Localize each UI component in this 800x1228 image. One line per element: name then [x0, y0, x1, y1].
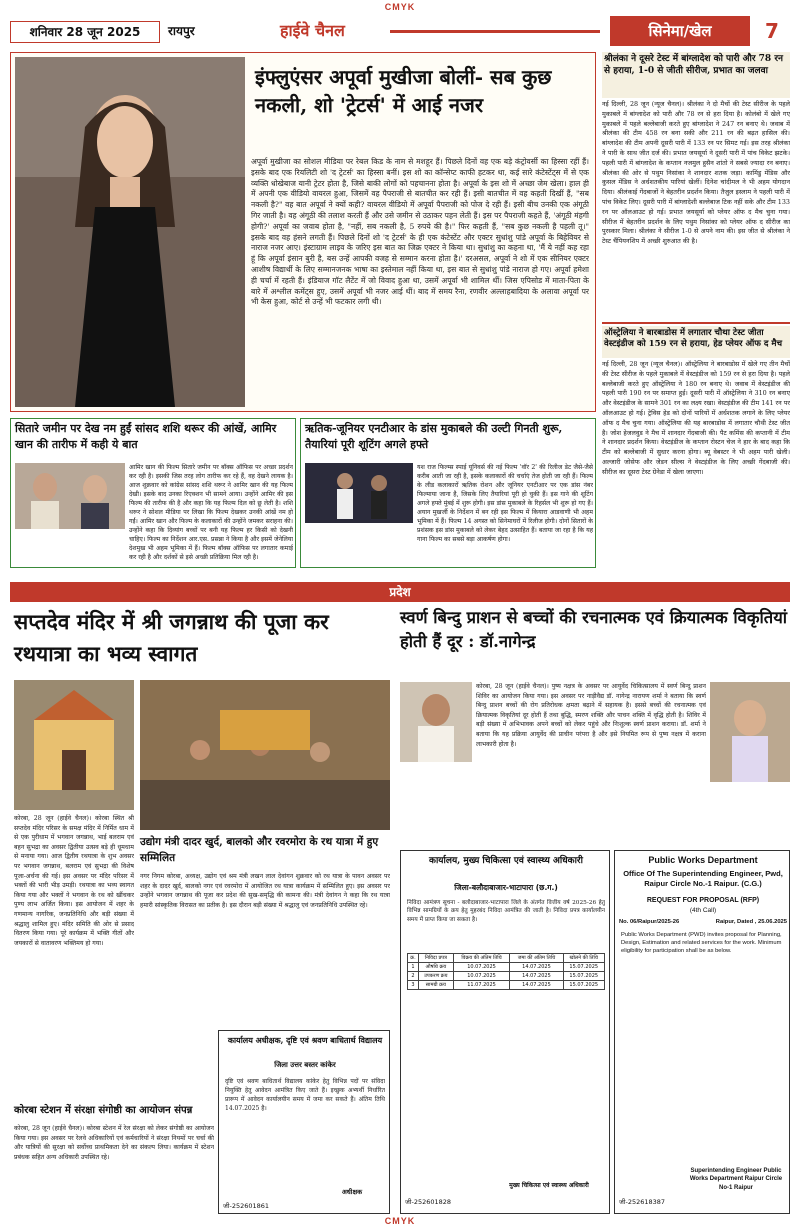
- table-cell: 15.07.2025: [563, 981, 605, 990]
- health-col-4: खोलने की तिथि: [563, 954, 605, 963]
- masthead-date: शनिवार 28 जून 2025: [10, 21, 160, 43]
- cricket-body: नई दिल्ली, 28 जून (न्यूज चैनल)। श्रीलंका ने दो मैचों की टेस्ट सीरीज के पहले मुकाबले में बांग्लादेश को पारी और 78 रन से हरा दिया है। कोलंबो में खेले गए मुकाबले में पहले बल्लेबाजी करते हुए बांग्लादेश ने 247 रन बनाए थे। जवाब में श्रीलंका की टीम 458 रन बना सकी और 211 रन की बढ़त हासिल की। बांग्लादेश की टीम अपनी दूसरी पारी में 133 रन पर सिमट गई। इस तरह श्रीलंका ने पारी के साथ जीत दर्ज की। प्रभात जयसूर्या ने दूसरी पारी में पांच विकेट झटके। पहली पारी में बांग्लादेश के कप्तान नजमुल हुसैन शांतो ने सबसे ज्यादा रन बनाए। श्रीलंका की ओर से पथुम निसांका ने शानदार शतक जड़ा। कामिंडु मेंडिस और कुसल मेंडिस ने अर्धशतकीय पारियां खेलीं। दिनेश चांदीमल ने भी अहम योगदान दिया। श्रीलंकाई गेंदबाजों ने बेहतरीन प्रदर्शन किया। तैजुल इस्लाम ने पहली पारी में पांच विकेट लिए। दूसरी पारी में बांग्लादेशी बल्लेबाज टिक नहीं सके और टीम 133 रन पर ऑलआउट हो गई। प्रभात जयसूर्या को प्लेयर ऑफ द मैच चुना गया। सीरीज में बेहतरीन प्रदर्शन के लिए पथुम निसांका को प्लेयर ऑफ द सीरीज का पुरस्कार मिला। श्रीलंका ने सीरीज 1-0 से अपने नाम की। इस जीत से श्रीलंका ने टेस्ट चैंपियनशिप में अच्छी शुरुआत की है।: [602, 100, 790, 246]
- hrithik-body: यश राज फिल्म्स स्पाई यूनिवर्स की नई फिल्म 'वॉर 2' की रिलीज डेट जैसे-जैसे करीब आती जा रही है, इसके कलाकारों की चर्चाएं तेज होती जा रही हैं। फिल्म के लीड कलाकारों ऋतिक रोशन और जूनियर एनटीआर पर एक डांस नंबर फिल्माया जाना है, जिसके लिए तैयारियां पूरी हो चुकी हैं। इस गाने की शूटिंग अगले हफ्ते मुंबई में शुरू होगी। इस डांस मुकाबले के रिहर्सल भी शुरू हो गए हैं। अयान मुखर्जी के निर्देशन में बन रही इस फिल्म में कियारा आडवाणी भी अहम भूमिका में हैं। फिल्म 14 अगस्त को सिनेमाघरों में रिलीज होगी। दोनों सितारों के प्रशंसक इस डांस मुकाबले को लेकर बेहद उत्साहित हैं। बताया जा रहा है कि यह गाना फिल्म का सबसे बड़ा आकर्षण होगा।: [417, 464, 593, 543]
- shashi-body: आमिर खान की फिल्म सितारे जमीन पर बॉक्स ऑफिस पर अच्छा प्रदर्शन कर रही है। इसकी जिस तरह लोग तारीफ कर रहे हैं, वह देखने लायक है। आज शुक्रवार को कांग्रेस सांसद शशि थरूर ने आमिर खान की यह फिल्म देखी। इसके बाद उनका रिएक्शन भी सामने आया। उन्होंने आमिर की इस फिल्म की तारीफ की है और कहा कि यह फिल्म दिल को छू लेती है। शशि थरूर ने सोशल मीडिया पर लिखा कि फिल्म देखकर उनकी आंखें नम हो गईं। आमिर खान और फिल्म के कलाकारों की उन्होंने जमकर सराहना की। उन्होंने कहा कि दिव्यांग बच्चों पर बनी यह फिल्म हर किसी को देखनी चाहिए। फिल्म का निर्देशन आर.एस. प्रसन्ना ने किया है और इसमें जेनेलिया देशमुख भी अहम भूमिका में हैं। फिल्म बॉक्स ऑफिस पर लगातार कमाई कर रही है और दर्शकों से इसे अच्छी प्रतिक्रिया मिल रही है।: [129, 464, 293, 561]
- table-cell: 14.07.2025: [510, 981, 563, 990]
- table-cell: 10.07.2025: [453, 972, 510, 981]
- health-ad-code: जी-252601828: [405, 1198, 452, 1206]
- division-ad-sign: अधीक्षक: [341, 1188, 363, 1196]
- hrithik-story: [300, 418, 596, 568]
- division-ad-body: दृष्टि एवं श्रवण बाधितार्थ विद्यालय कांकेर हेतु विभिन्न पदों पर संविदा नियुक्ति हेतु आवेदन आमंत्रित किए जाते हैं। इच्छुक अभ्यर्थी निर्धारित प्रारूप में आवेदन कार्यालयीन समय में जमा कर सकते हैं। अंतिम तिथि 14.07.2025 है।: [225, 1078, 385, 1112]
- shashi-photo: [15, 463, 125, 529]
- pwd-ad-title: Public Works Department: [648, 855, 758, 865]
- masthead-section: सिनेमा/खेल: [610, 16, 750, 46]
- division-ad-title: कार्यालय अधीक्षक, दृष्टि एवं श्रवण बाधितार्थ विद्यालय: [227, 1035, 383, 1045]
- health-col-3: जमा की अंतिम तिथि: [510, 954, 563, 963]
- minister-photo: [140, 680, 390, 830]
- table-cell: 3: [408, 981, 419, 990]
- pwd-ad-subtitle: Office Of The Superintending Engineer, Pwd, Raipur Circle No.-1 Raipur. (C.G.): [623, 869, 783, 888]
- cmyk-bottom: CMYK: [384, 1216, 416, 1226]
- pwd-ad-rfp: REQUEST FOR PROPOSAL (RFP): [646, 897, 760, 904]
- doctor-photo: [400, 682, 472, 762]
- table-cell: 1: [408, 963, 419, 972]
- child-icon: [710, 682, 790, 782]
- masthead-city: रायपुर: [168, 24, 195, 38]
- pwd-ad-call: (4th Call): [689, 907, 717, 914]
- aus-body: नई दिल्ली, 28 जून (न्यूज चैनल)। ऑस्ट्रेलिया ने बारबाडोस में खेले गए तीन मैचों की टेस्ट सीरीज के पहले मुकाबले में वेस्टइंडीज को 159 रन से हरा दिया है। पहले बल्लेबाजी करते हुए ऑस्ट्रेलिया ने 180 रन बनाए थे। जवाब में वेस्टइंडीज की पहली पारी 190 रन पर समाप्त हुई। दूसरी पारी में ऑस्ट्रेलिया ने 310 रन बनाए और वेस्टइंडीज के सामने 301 रन का लक्ष्य रखा। वेस्टइंडीज की टीम 141 रन पर ऑलआउट हो गई। ट्रेविस हेड को दोनों पारियों में अर्धशतक लगाने के लिए प्लेयर ऑफ द मैच चुना गया। ऑस्ट्रेलिया की यह बारबाडोस में लगातार चौथी टेस्ट जीत है। जोश हेजलवुड ने मैच में शानदार गेंदबाजी की। पैट कमिंस की कप्तानी में टीम ने शानदार प्रदर्शन किया। वेस्टइंडीज के कप्तान रोस्टन चेज ने हार के बाद कहा कि टीम को बल्लेबाजी में सुधार करना होगा। ब्यू वेबस्टर ने भी अहम पारी खेली। अल्जारी जोसेफ और जेडन सील्स ने वेस्टइंडीज के लिए अच्छी गेंदबाजी की। सीरीज का दूसरा टेस्ट ग्रेनेडा में खेला जाएगा।: [602, 360, 790, 476]
- health-col-1: निविदा प्रपत्र: [419, 954, 454, 963]
- cricket-divider: [602, 322, 790, 324]
- temple-photo: [14, 680, 134, 810]
- pwd-ad-code: जी-252618387: [619, 1198, 666, 1206]
- page-number: 7: [765, 19, 779, 43]
- division-ad-code: जी-252601861: [223, 1202, 270, 1210]
- health-ad-title: कार्यालय, मुख्य चिकित्सा एवं स्वास्थ्य अधिकारी: [429, 856, 583, 866]
- lead-headline: इंफ्लुएंसर अपूर्वा मुखीजा बोलीं- सब कुछ नकली, शो 'ट्रेटर्स' में आई नजर: [255, 65, 552, 117]
- table-cell: 14.07.2025: [510, 963, 563, 972]
- child-photo: [710, 682, 790, 782]
- tharoor-photo: [15, 463, 125, 529]
- cricket-headline: श्रीलंका ने दूसरे टेस्ट में बांग्लादेश को पारी और 78 रन से हराया, 1-0 से जीती सीरीज, प्रभात का जलवा: [602, 52, 790, 98]
- nagendra-photo: [400, 682, 472, 762]
- aus-story: [602, 326, 790, 552]
- pwd-ad-body: Public Works Department (PWD) invites proposal for Planning, Design, Estimation and related services for the work. Minimum eligibility for participation shall be as below.: [621, 932, 782, 955]
- woman-photo: [15, 57, 245, 407]
- masthead-rule: [390, 30, 600, 33]
- division-ad-subtitle: जिला उत्तर बस्तर कांकेर: [274, 1061, 336, 1069]
- hrithik-headline: ऋतिक-जूनियर एनटीआर के डांस मुकाबले की उल्टी गिनती शुरू, तैयारियां पूरी शूटिंग अगले हफ्ते: [305, 422, 563, 451]
- table-cell: औषधि क्रय: [419, 963, 454, 972]
- rathyatra-body: कोरबा, 28 जून (हाईवे चैनल)। कोरबा स्थित श्री सप्तदेव मंदिर परिसर के समक्ष मंदिर में निर्मित धाम में से एक पुरीधाम में भगवान जगन्नाथ, भाई बलराम एवं बहन सुभद्रा का अवसर द्वितीया उत्सव बड़े ही धूमधाम से मनाया गया। आज द्वितीय रथयात्रा के शुभ अवसर पर भगवान जगन्नाथ, बलराम एवं सुभद्रा की विशेष पूजा-अर्चना की गई। इस अवसर पर मंदिर परिसर में भक्तों की भारी भीड़ उमड़ी। रथयात्रा का भव्य स्वागत किया गया और भक्तों ने भगवान के रथ को खींचकर पुण्य लाभ अर्जित किया। इस आयोजन में शहर के गणमान्य नागरिक, जनप्रतिनिधि और बड़ी संख्या में श्रद्धालु शामिल हुए। मंदिर समिति की ओर से प्रसाद वितरण किया गया। पूरे कार्यक्रम में भक्ति गीतों और जयकारों से वातावरण भक्तिमय हो गया।: [14, 815, 134, 947]
- cricket-story: [602, 52, 790, 320]
- table-cell: सामग्री क्रय: [419, 981, 454, 990]
- korba-body: कोरबा, 28 जून (हाईवे चैनल)। कोरबा स्टेशन में रेल संरक्षा को लेकर संगोष्ठी का आयोजन किया गया। इस अवसर पर रेलवे अधिकारियों एवं कर्मचारियों ने संरक्षा नियमों पर चर्चा की और यात्रियों की सुरक्षा को सर्वोच्च प्राथमिकता देने का संकल्प लिया। कार्यक्रम में स्टेशन प्रबंधक सहित अन्य अधिकारी उपस्थित रहे।: [14, 1125, 214, 1161]
- table-cell: उपकरण क्रय: [419, 972, 454, 981]
- nagendra-body: कोरबा, 28 जून (हाईवे चैनल)। पुष्य नक्षत्र के अवसर पर आयुर्वेद चिकित्सालय में स्वर्ण बिन्दु प्राशन शिविर का आयोजन किया गया। इस अवसर पर नाड़ीवैद्य डॉ. नागेन्द्र नारायण शर्मा ने बताया कि स्वर्ण बिन्दु प्राशन बच्चों की रोग प्रतिरोधक क्षमता बढ़ाने में सहायक है। इससे बच्चों की रचनात्मक एवं क्रियात्मक विकृतियां दूर होती हैं तथा बुद्धि, स्मरण शक्ति और पाचन शक्ति में वृद्धि होती है। शिविर में बड़ी संख्या में अभिभावक अपने बच्चों को लेकर पहुंचे और निःशुल्क स्वर्ण प्राशन कराया। डॉ. शर्मा ने बताया कि यह प्रक्रिया आयुर्वेद की प्राचीन परंपरा है और इसे नियमित रूप से पुष्य नक्षत्र में कराना लाभकारी होता है।: [476, 683, 706, 748]
- minister-headline: उद्योग मंत्री दादर खुर्द, बालको और रवरमोरा के रथ यात्रा में हुए सम्मिलित: [140, 836, 379, 864]
- pwd-ad: [614, 850, 790, 1214]
- pwd-ad-footer: Superintending Engineer Public Works Department Raipur Circle No-1 Raipur: [689, 1168, 783, 1191]
- health-ad-sign: मुख्य चिकित्सा एवं स्वास्थ्य अधिकारी: [509, 1182, 589, 1189]
- table-cell: 15.07.2025: [563, 972, 605, 981]
- lead-photo: [15, 57, 245, 407]
- health-ad-body: निविदा आमंत्रण सूचना - बलौदाबाजार-भाटापारा जिले के अंतर्गत वित्तीय वर्ष 2025-26 हेतु विभिन्न सामग्रियों के क्रय हेतु मुहरबंद निविदा आमंत्रित की जाती है। निविदा प्रपत्र कार्यालयीन समय में प्राप्त किया जा सकता है।: [407, 900, 605, 923]
- health-col-2: विक्रय की अंतिम तिथि: [453, 954, 510, 963]
- table-cell: 2: [408, 972, 419, 981]
- shashi-headline: सितारे जमीन पर देख नम हुईं सांसद शशि थरूर की आंखें, आमिर खान की तारीफ में कही ये बात: [15, 422, 277, 451]
- rally-photo: [140, 680, 390, 830]
- health-ad: [400, 850, 610, 1214]
- table-cell: 15.07.2025: [563, 963, 605, 972]
- health-ad-subtitle: जिला-बलौदाबाजार-भाटापारा (छ.ग.): [454, 883, 558, 892]
- dance-photo: [305, 463, 413, 523]
- table-cell: 14.07.2025: [510, 972, 563, 981]
- masthead-brand: हाईवे चैनल: [280, 21, 345, 40]
- health-ad-table: [407, 953, 605, 990]
- korba-headline: कोरबा स्टेशन में संरक्षा संगोष्ठी का आयोजन संपन्न: [14, 1105, 193, 1116]
- table-cell: 11.07.2025: [453, 981, 510, 990]
- cmyk-top: CMYK: [384, 2, 416, 12]
- minister-body: नगर निगम कोरबा, अध्यक्ष, उद्योग एवं श्रम मंत्री लखन लाल देवांगन शुक्रवार को रथ यात्रा के पावन अवसर पर शहर के दादर खुर्द, बालको नगर एवं रवरमोरा में आयोजित रथ यात्रा कार्यक्रम में सम्मिलित हुए। इस अवसर पर उन्होंने भगवान जगन्नाथ की पूजा कर प्रदेश की सुख-समृद्धि की कामना की। मंत्री देवांगन ने कहा कि रथ यात्रा हमारी सांस्कृतिक विरासत का प्रतीक है। इस दौरान बड़ी संख्या में श्रद्धालु एवं जनप्रतिनिधि उपस्थित रहे।: [140, 873, 390, 909]
- health-col-0: क्र.: [408, 954, 419, 963]
- lead-story: [10, 52, 596, 412]
- division-ad: [218, 1030, 390, 1214]
- rathyatra-headline: सप्तदेव मंदिर में श्री जगन्नाथ की पूजा कर रथयात्रा का भव्य स्वागत: [14, 609, 329, 666]
- pwd-ad-date: Raipur, Dated , 25.06.2025: [715, 919, 787, 925]
- shashi-story: [10, 418, 296, 568]
- table-cell: 10.07.2025: [453, 963, 510, 972]
- pradesh-band: [10, 582, 790, 602]
- lead-body: अपूर्वा मुखीजा का सोशल मीडिया पर रेबल किड के नाम से मशहूर हैं। पिछले दिनों वह एक बड़े कंट्रोवर्सी का हिस्सा रहीं हैं। इसके बाद एक रियलिटी शो 'द ट्रेटर्स' का हिस्सा बनीं। इस शो का कॉन्सेप्ट काफी हटकर था, कई सारे कंटेस्टेंट्स में से एक व्यक्ति धोखेबाज यानी ट्रेटर होता है, जिसे बाकी लोगों को पहचानना होता है। अपूर्वा के इस शो में अच्छा जेम खेला। हाल ही में अपनी एक वीडियो वायरल हुआ, जिसमें वह पैपराजी से बातचीत कर रही हैं। इसी बातचीत में वह कहती दिखीं हैं, "सब नकली है?" वह बात अपूर्वा ने क्यों कही? वायरल वीडियो में अपूर्वा पैपराजी को पोज दे रही हैं। इसी बीच उनकी एक अंगूठी गिर जाती है। वह अंगूठी की तलाश करती हैं और उसे जमीन से उठाकर पहन लेती हैं। इस पर पैपराजी कहते हैं, 'अंगूठी मंहगी होगी?' अपूर्वा का जवाब होता है, "नहीं, सब नकली है, 5 रुपये की है।" फिर कहती हैं, "सब कुछ नकली है पहली तू।" इसके बाद वह हंसने लगती हैं। पिछले दिनों शो 'द ट्रेटर्स' के ही एक कंटेस्टेंट और एक्टर सुधांशु पांडे अपूर्वा के बिहेवियर से नाराज नजर आए। इंस्टाग्राम लाइव के जरिए इस बात का जिक्र एक्टर ने किया था। सुधांशु का कहना था, 'मैं ये नहीं कह रहा हूं कि अपूर्वा इंसान बुरी है, बस उन्हें आपकी वजह से सम्मान करना होता है।' दरअसल, अपूर्वा ने शो में एक सीनियर एक्टर आशीष विद्यार्थी के लिए सम्मानजनक भाषा का इस्तेमाल नहीं किया था, इस बात से सुधांशु पांडे नाराज हो गए। अपूर्वा हमेशा ही चर्चा में रहती हैं। इंडियाज गॉट लैटेंट में जो विवाद हुआ था, उसमें अपूर्वा भी शामिल थीं। जिस एपिसोड में माता-पिता के बारे में अश्लील कमेंट्स हुए, उसमें अपूर्वा भी नजर आई थीं। बाद में समय रैना, रणवीर अल्लाहबादिया के अलावा अपूर्वा पर भी केस हुआ, कोर्ट से उन्हें भी फटकार लगी थी।: [251, 157, 589, 307]
- pwd-ad-no: No. 06/Raipur/2025-26: [619, 919, 680, 925]
- masthead: [10, 16, 790, 46]
- aus-headline: ऑस्ट्रेलिया ने बारबाडोस में लगातार चौथा टेस्ट जीता वेस्टइंडीज को 159 रन से हराया, हेड प्लेयर ऑफ द मैच: [602, 326, 790, 358]
- rathyatra-photo: [14, 680, 134, 810]
- hrithik-photo: [305, 463, 413, 523]
- pradesh-label: प्रदेश: [389, 585, 411, 599]
- nagendra-headline: स्वर्ण बिन्दु प्राशन से बच्चों की रचनात्मक एवं क्रियात्मक विकृतियां होती हैं दूर : डॉ.नागेन्द्र: [400, 608, 788, 651]
